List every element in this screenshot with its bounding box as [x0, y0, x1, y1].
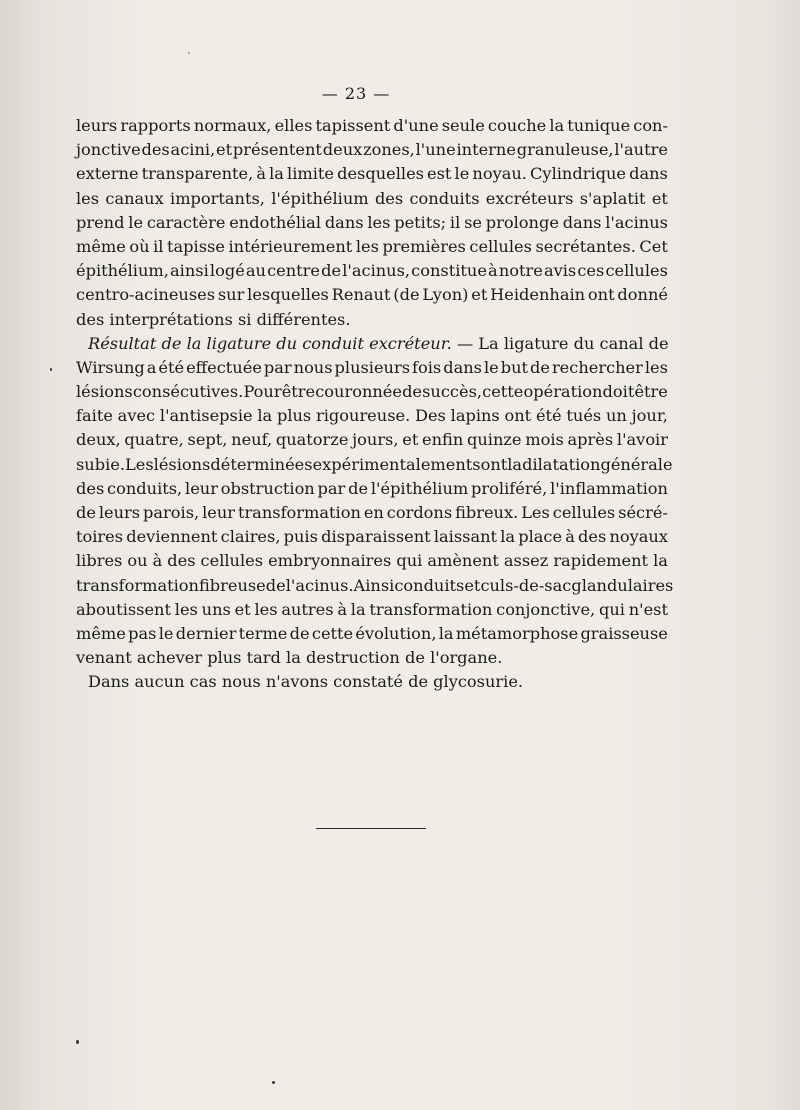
- word: subie.: [76, 454, 125, 474]
- word: dans: [562, 212, 602, 232]
- text-line: Dans aucun cas nous n'avons constaté de glycosurie.: [88, 672, 524, 692]
- word: n'est: [628, 599, 668, 619]
- word: parois,: [143, 503, 200, 522]
- word: de: [265, 575, 286, 595]
- word: Des: [415, 406, 446, 426]
- word: endothélial: [229, 212, 322, 232]
- word: externe: [76, 164, 139, 184]
- word: glandulaires: [571, 575, 674, 595]
- word: canaux: [105, 188, 164, 208]
- word: la: [549, 116, 565, 135]
- word: et: [651, 188, 668, 208]
- section-heading-line: [76, 332, 668, 356]
- text-line: [76, 187, 668, 211]
- word: limite: [287, 164, 334, 184]
- word: prend: [76, 212, 125, 232]
- word: secrétantes.: [535, 236, 636, 256]
- word: des: [578, 527, 607, 547]
- word: obstruction: [220, 478, 315, 498]
- word: conjonctive,: [496, 599, 596, 619]
- word: deviennent: [126, 527, 218, 547]
- word: granuleuse,: [516, 140, 614, 160]
- word: de: [289, 623, 310, 643]
- word: intérieurement: [228, 236, 353, 256]
- word: donné: [617, 285, 668, 305]
- word: prolonge: [485, 212, 559, 232]
- text-line: [76, 477, 668, 501]
- word: cellules: [605, 261, 668, 281]
- word: succès,: [422, 382, 483, 402]
- word: et: [464, 575, 481, 595]
- word: quatre,: [124, 430, 184, 450]
- word: où: [129, 236, 150, 256]
- word: même: [76, 236, 126, 256]
- section-heading: Résultat de la ligature du conduit excréteur.: [88, 333, 452, 353]
- text-line: [76, 138, 668, 162]
- word: expérimentalement: [312, 454, 473, 474]
- word: sept,: [187, 430, 228, 450]
- word: transformation: [76, 575, 199, 595]
- text-line: [76, 404, 668, 428]
- word: amènent: [427, 551, 499, 571]
- word: quatorze: [275, 430, 349, 450]
- word: l'acinus.: [285, 575, 354, 595]
- word: des: [76, 478, 105, 498]
- word: avec: [117, 406, 156, 426]
- word: cellules: [469, 236, 532, 256]
- word: Lyon): [422, 285, 469, 305]
- word: seule: [441, 116, 485, 135]
- word: effectuée: [186, 357, 262, 377]
- word: de: [348, 478, 369, 498]
- word: pas: [128, 623, 157, 643]
- section-divider: [316, 828, 426, 829]
- word: leur: [185, 478, 218, 498]
- word: été: [535, 406, 562, 426]
- text-line: [76, 501, 668, 525]
- word: leurs: [98, 503, 141, 522]
- word: graisseuse: [580, 623, 668, 643]
- word: conduits: [409, 188, 480, 208]
- word: desquelles: [337, 164, 424, 184]
- word: tapisse: [167, 236, 225, 256]
- word: petits;: [394, 212, 447, 232]
- word: de: [321, 261, 342, 281]
- word: Ainsi: [353, 575, 395, 595]
- word: noyau.: [472, 164, 527, 184]
- word: aboutissent: [76, 599, 171, 619]
- word: leur: [202, 503, 236, 522]
- word: leurs: [76, 116, 118, 135]
- word: claires,: [220, 527, 281, 547]
- word: et: [402, 430, 419, 450]
- word: le: [454, 164, 470, 184]
- word: dans: [443, 357, 482, 377]
- word: l'inflammation: [550, 478, 668, 498]
- word: lesquelles: [247, 285, 329, 305]
- word: s'aplatit: [579, 188, 646, 208]
- word: l'épithélium: [370, 478, 469, 498]
- text-line: [76, 380, 668, 404]
- word: mois: [525, 430, 564, 450]
- text-line: [76, 259, 668, 283]
- word: l'autre: [614, 140, 668, 160]
- word: jour,: [631, 406, 668, 426]
- word: Les: [521, 503, 550, 522]
- word: but: [500, 357, 529, 377]
- word: faite: [76, 406, 113, 426]
- word: et: [216, 140, 233, 160]
- scan-speck: [272, 1081, 275, 1084]
- word: l'antisepsie: [159, 406, 253, 426]
- word: quinze: [467, 430, 522, 450]
- word: les: [174, 599, 198, 619]
- text-line: [76, 356, 668, 380]
- word: caractère: [146, 212, 226, 232]
- word: qui: [396, 551, 423, 571]
- word: être: [634, 382, 668, 402]
- word: sont: [472, 454, 508, 474]
- word: (de: [393, 285, 420, 305]
- word: les: [644, 357, 668, 377]
- word: Wirsung: [76, 357, 145, 377]
- word: toires: [76, 527, 124, 547]
- word: importants,: [170, 188, 265, 208]
- word: de: [402, 382, 423, 402]
- word: jours,: [352, 430, 399, 450]
- text-line: [76, 574, 674, 598]
- word: uns: [201, 599, 231, 619]
- word: dans: [324, 212, 364, 232]
- word: le: [128, 212, 144, 232]
- word: nous: [293, 357, 333, 377]
- word: ou: [127, 551, 148, 571]
- scan-speck: [188, 52, 190, 54]
- word: ont: [504, 406, 532, 426]
- word: sur: [217, 285, 245, 305]
- word: à: [256, 164, 267, 184]
- word: proliféré,: [471, 478, 548, 498]
- word: puis: [283, 527, 318, 547]
- word: notre: [498, 261, 543, 281]
- word: l'épithélium: [271, 188, 369, 208]
- word: plus: [276, 406, 312, 426]
- word: tunique: [567, 116, 631, 135]
- word: noyaux: [609, 527, 668, 547]
- word: évolution,: [355, 623, 437, 643]
- text-line: [76, 525, 668, 549]
- word: ainsi: [170, 261, 209, 281]
- word: été: [158, 357, 185, 377]
- word: constitue: [411, 261, 487, 281]
- text-line: [76, 211, 668, 235]
- word: centro-acineuses: [76, 285, 216, 305]
- word: rigoureuse.: [316, 406, 411, 426]
- word: place: [518, 527, 563, 547]
- word: conduits,: [107, 478, 183, 498]
- word: zones,: [363, 140, 415, 160]
- word: des: [374, 188, 404, 208]
- text-line: [76, 235, 668, 259]
- word: l'avoir: [616, 430, 668, 450]
- word: dernier: [175, 623, 237, 643]
- word: transformation: [369, 599, 493, 619]
- word: se: [464, 212, 482, 232]
- word: Renaut: [331, 285, 391, 305]
- word: cette: [311, 623, 354, 643]
- word: autres: [281, 599, 334, 619]
- word: l'une: [415, 140, 456, 160]
- word: embryonnaires: [268, 551, 392, 571]
- word: Cet: [639, 236, 668, 256]
- scan-speck: [76, 1040, 79, 1044]
- text-line: [76, 549, 668, 573]
- word: la: [438, 623, 454, 643]
- word: cellules: [552, 503, 616, 522]
- word: doit: [602, 382, 635, 402]
- word: générale: [600, 454, 673, 474]
- body-text: [76, 114, 674, 695]
- word: la: [257, 406, 273, 426]
- word: assez: [503, 551, 549, 571]
- word: de: [76, 503, 96, 522]
- word: il: [153, 236, 164, 256]
- word: d'une: [393, 116, 439, 135]
- word: est: [427, 164, 452, 184]
- word: fibreuse: [198, 575, 266, 595]
- word: rapidement: [553, 551, 649, 571]
- word: et: [234, 599, 251, 619]
- word: métamorphose: [455, 623, 579, 643]
- word: conduits: [394, 575, 465, 595]
- word: et: [471, 285, 488, 305]
- word: neuf,: [231, 430, 273, 450]
- word: dilatation: [522, 454, 601, 474]
- text-line: venant achever plus tard la destruction de l'organe.: [76, 648, 503, 668]
- word: logé: [209, 261, 245, 281]
- word: présentent: [232, 140, 322, 160]
- word: après: [567, 430, 614, 450]
- word: les: [76, 188, 100, 208]
- word: premières: [382, 236, 466, 256]
- word: même: [76, 623, 126, 643]
- text-line: [76, 114, 668, 138]
- word: tués: [566, 406, 602, 426]
- word: la: [500, 527, 516, 547]
- word: à: [565, 527, 575, 547]
- word: le: [483, 357, 499, 377]
- word: laissant: [433, 527, 498, 547]
- word: plusieurs: [334, 357, 411, 377]
- word: couche: [487, 116, 547, 135]
- word: être: [281, 382, 316, 402]
- text-fragment: — La ligature du canal de: [451, 333, 669, 353]
- word: lésions: [153, 454, 211, 474]
- word: consécutives.: [132, 382, 244, 402]
- word: cette: [482, 382, 524, 402]
- word: l'acinus: [605, 212, 668, 232]
- word: déterminées: [210, 454, 313, 474]
- word: les: [367, 212, 391, 232]
- word: con-: [633, 116, 668, 135]
- text-line: [76, 453, 673, 477]
- word: un: [606, 406, 627, 426]
- word: la: [507, 454, 523, 474]
- word: ont: [587, 285, 615, 305]
- word: tapissent: [315, 116, 391, 135]
- word: cellules: [200, 551, 264, 571]
- word: cordons: [386, 503, 453, 522]
- text-line: [76, 598, 668, 622]
- text-line: des interprétations si différentes.: [76, 309, 351, 329]
- text-line: [76, 162, 668, 186]
- word: interne: [456, 140, 516, 160]
- word: les: [355, 236, 379, 256]
- word: la: [269, 164, 284, 184]
- word: lésions: [76, 382, 133, 402]
- word: Les: [125, 454, 154, 474]
- word: couronnée: [315, 382, 402, 402]
- word: dans: [629, 164, 668, 184]
- word: jonctive: [76, 140, 141, 160]
- word: culs-de-sac: [480, 575, 572, 595]
- word: la: [653, 551, 668, 571]
- word: par: [263, 357, 292, 377]
- word: le: [158, 623, 174, 643]
- word: avis: [543, 261, 577, 281]
- word: par: [317, 478, 346, 498]
- word: rapports: [120, 116, 191, 135]
- word: terme: [238, 623, 288, 643]
- word: l'acinus,: [342, 261, 411, 281]
- word: normaux,: [193, 116, 272, 135]
- scan-speck: [50, 368, 52, 371]
- word: transformation: [237, 503, 361, 522]
- word: épithélium,: [76, 261, 169, 281]
- word: excréteurs: [485, 188, 574, 208]
- word: deux,: [76, 430, 121, 450]
- word: au: [245, 261, 266, 281]
- word: de: [530, 357, 550, 377]
- word: transparente,: [141, 164, 254, 184]
- word: disparaissent: [321, 527, 431, 547]
- page-number: — 23 —: [321, 84, 391, 103]
- word: qui: [598, 599, 625, 619]
- word: la: [350, 599, 366, 619]
- word: elles: [274, 116, 313, 135]
- word: fois: [412, 357, 442, 377]
- word: des: [141, 140, 170, 160]
- word: les: [254, 599, 278, 619]
- word: lapins: [450, 406, 500, 426]
- word: a: [146, 357, 157, 377]
- word: à: [488, 261, 498, 281]
- word: à: [152, 551, 163, 571]
- word: deux: [322, 140, 363, 160]
- word: rechercher: [551, 357, 643, 377]
- word: des: [167, 551, 196, 571]
- word: ces: [577, 261, 605, 281]
- text-line: [76, 622, 668, 646]
- word: libres: [76, 551, 123, 571]
- word: sécré-: [618, 503, 668, 522]
- word: opération: [523, 382, 603, 402]
- text-line: [76, 283, 668, 307]
- word: en: [363, 503, 384, 522]
- word: il: [449, 212, 461, 232]
- word: centre: [267, 261, 321, 281]
- word: Cylindrique: [530, 164, 627, 184]
- word: enfin: [422, 430, 464, 450]
- word: acini,: [170, 140, 216, 160]
- word: fibreux.: [455, 503, 519, 522]
- word: Pour: [243, 382, 282, 402]
- word: Heidenhain: [490, 285, 586, 305]
- word: à: [337, 599, 347, 619]
- text-line: [76, 428, 668, 452]
